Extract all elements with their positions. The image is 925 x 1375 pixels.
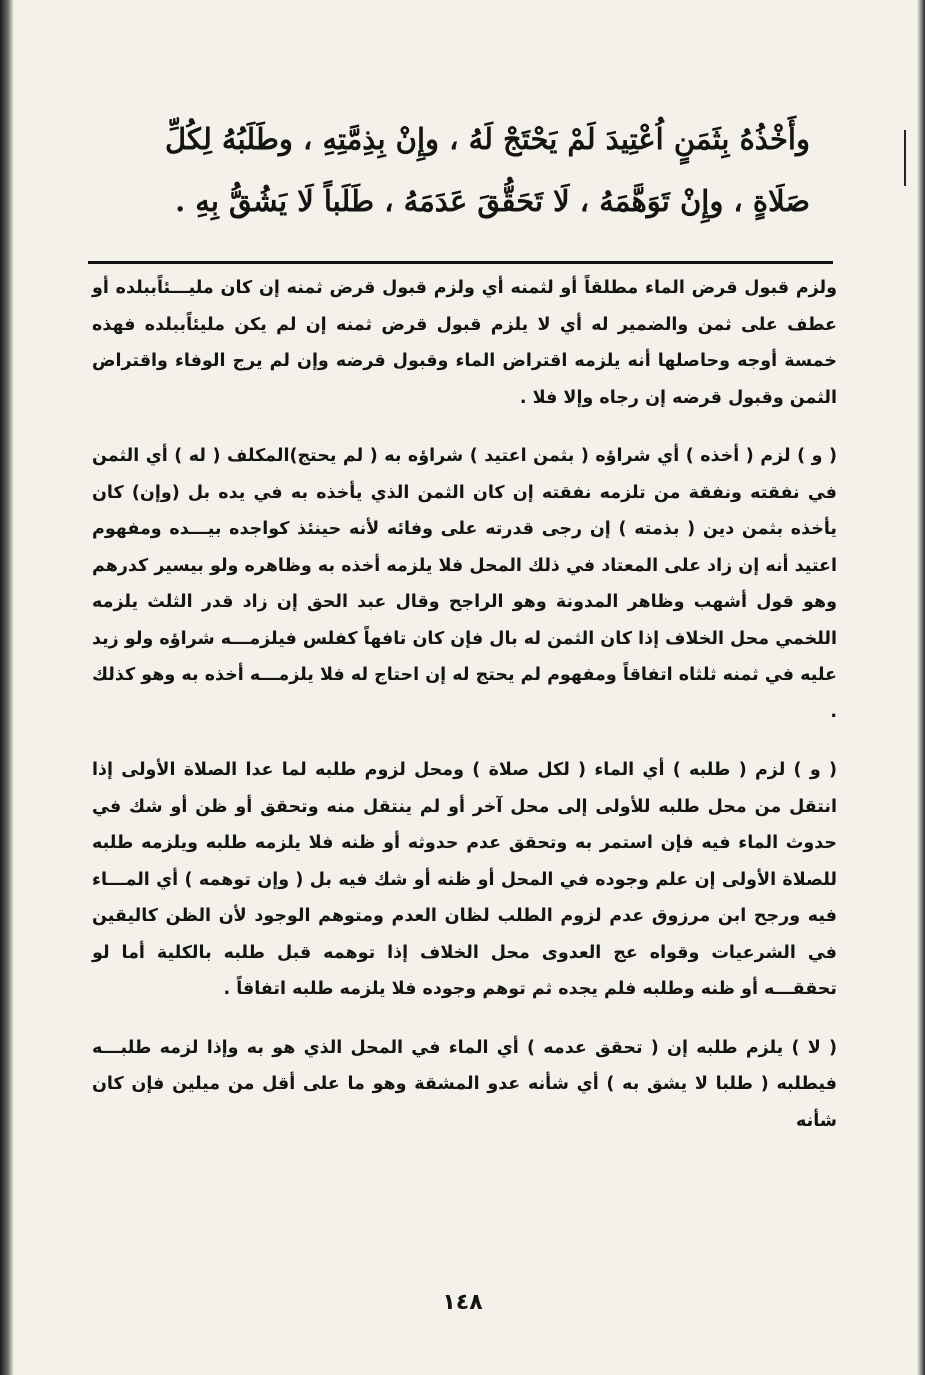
sharh-paragraph: ولزم قبول قرض الماء مطلقاً أو لثمنه أي ولزم قبول قرض ثمنه إن كان مليـــئاًببلده أو عطف على ثمن والضمير له أي لا يلزم قبول قرض ثمنه إن لم يكن مليئاًببلده فهذه خمسة أوجه وحاصلها أنه يلزمه اقتراض الماء وقبول قرضه وإن لم يرج الوفاء واقتراض الثمن وقبول قرضه إن رجاه وإلا فلا . [92,278,837,408]
margin-mark [904,130,906,186]
matn-line: صَلَاةٍ ، وإِنْ تَوَهَّمَهُ ، لَا تَحَقُّقَ عَدَمَهُ ، طَلَباً لَا يَشُقُّ بِهِ . [175,184,810,218]
sharh-paragraph: ( لا ) يلزم طلبه إن ( تحقق عدمه ) أي الماء في المحل الذي هو به وإذا لزمه طلبـــه فيطلبه ( طلبا لا يشق به ) أي شأنه عدو المشقة وهو ما على أقل من ميلين فإن كان شأنه [92,1037,837,1131]
sharh-text [92,270,837,1139]
matn-line: وأَخْذُهُ بِثَمَنٍ اُعْتِيدَ لَمْ يَحْتَجْ لَهُ ، وإِنْ بِذِمَّتِهِ ، وطَلَبُهُ لِكُلِّ [165,122,810,156]
page-number: ١٤٨ [442,1290,483,1315]
sharh-paragraph: ( و ) لزم ( طلبه ) أي الماء ( لكل صلاة ) ومحل لزوم طلبه لما عدا الصلاة الأولى إذا انتقل من محل طلبه للأولى إلى محل آخر أو لم ينتقل منه وتحقق أو ظن أو شك في حدوث الماء فيه فإن استمر به وتحقق عدم حدوثه أو ظنه فلا يلزمه طلبه ويلزمه طلبه للصلاة الأولى إن علم وجوده في المحل أو ظنه أو شك فيه بل ( وإن توهمه ) أي المـــاء فيه ورجح ابن مرزوق عدم لزوم الطلب لظان العدم ومتوهم الوجود لأن الظن كاليقين في الشرعيات وقواه عج العدوى محل الخلاف إذا توهمه قبل طلبه بالكلية أما لو تحققـــه أو ظنه وطلبه فلم يجده ثم توهم وجوده فلا يلزمه طلبه اتفاقاً . [92,760,837,999]
matn-text [100,108,810,232]
sharh-paragraph: ( و ) لزم ( أخذه ) أي شراؤه ( بثمن اعتيد ) شراؤه به ( لم يحتج)المكلف ( له ) أي الثمن في نفقته ونفقة من تلزمه نفقته إن كان الثمن الذي يأخذه به في يده بل (وإن) كان يأخذه بثمن دين ( بذمته ) إن رجى قدرته على وفائه لأنه حينئذ كواجده بيـــده ومفهوم اعتيد أنه إن زاد على المعتاد في ذلك المحل فلا يلزمه أخذه به وظاهره ولو بيسير كدرهم وهو قول أشهب وظاهر المدونة وهو الراجح وقال عبد الحق إن زاد قدر الثلث يلزمه اللخمي محل الخلاف إذا كان الثمن له بال فإن كان تافهاً كفلس فيلزمـــه شراؤه ولو زيد عليه في ثمنه ثلثاه اتفاقاً ومفهوم لم يحتج له إن احتاج له فلا يلزمـــه أخذه به وهو كذلك . [92,446,837,722]
page-edge-shadow [917,0,925,1375]
separator-rule [88,261,833,264]
page-binding-shadow [0,0,14,1375]
